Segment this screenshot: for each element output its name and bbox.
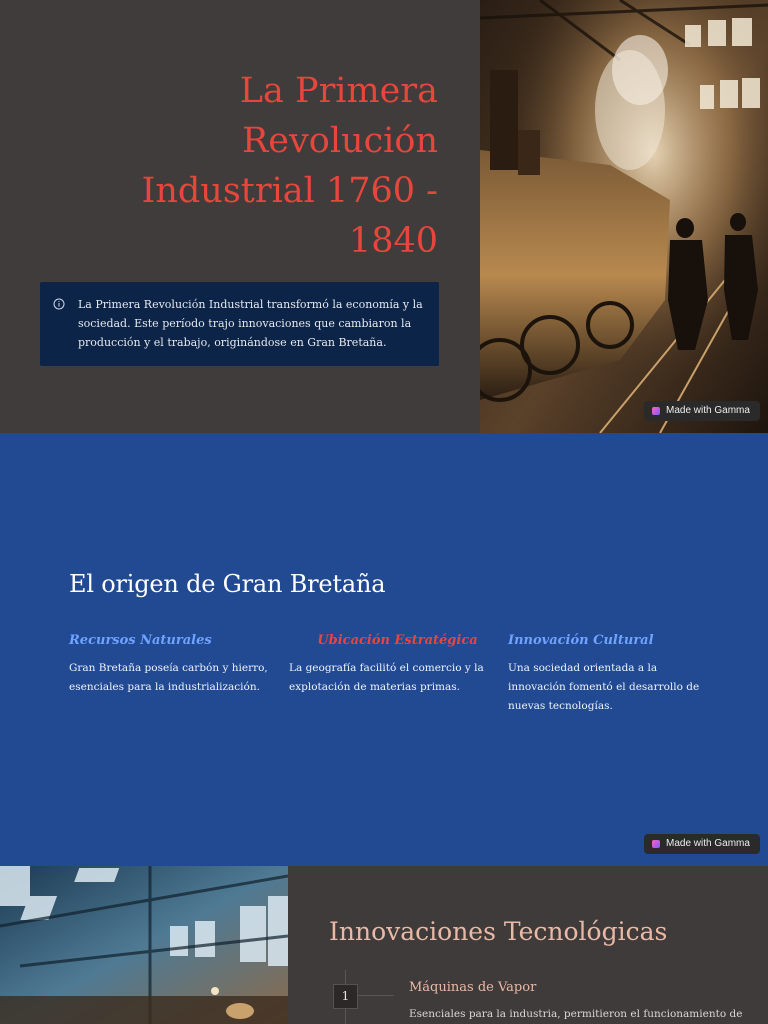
slide-innovations-heading: Innovaciones Tecnológicas (329, 917, 668, 946)
column-text: Una sociedad orientada a la innovación fomentó el desarrollo de nuevas tecnologías. (508, 662, 700, 712)
column-innovacion (508, 631, 713, 716)
column-text: Gran Bretaña poseía carbón y hierro, esenciales para la industrialización. (69, 662, 268, 693)
gamma-logo-icon (652, 840, 660, 848)
step-title: Máquinas de Vapor (409, 980, 537, 995)
badge-label: Made with Gamma (666, 838, 750, 849)
made-with-gamma-badge[interactable] (644, 401, 760, 421)
intro-callout-text: La Primera Revolución Industrial transformó la economía y la sociedad. Este período trajo innovaciones que cambiaron la producción y el trabajo, originándose en Gran Bretaña. (78, 298, 423, 349)
column-heading: Innovación Cultural (508, 633, 654, 648)
column-text: La geografía facilitó el comercio y la explotación de materias primas. (289, 662, 484, 693)
slide-origin (0, 433, 768, 866)
badge-label: Made with Gamma (666, 405, 750, 416)
slide-innovations (0, 866, 768, 1024)
column-heading: Recursos Naturales (69, 633, 212, 648)
gamma-logo-icon (652, 407, 660, 415)
steam-locomotive-photo (480, 0, 768, 433)
factory-interior-photo (0, 866, 288, 1024)
slide-title (0, 0, 768, 433)
info-icon (53, 298, 65, 310)
timeline-connector (358, 995, 394, 996)
column-ubicacion (289, 631, 494, 697)
slide-origin-heading: El origen de Gran Bretaña (69, 570, 386, 598)
slide-title-heading: La Primera Revolución Industrial 1760 - 1840 (141, 71, 438, 261)
step-description: Esenciales para la industria, permitieron el funcionamiento de (409, 1008, 743, 1020)
made-with-gamma-badge[interactable] (644, 834, 760, 854)
column-heading: Ubicación Estratégica (317, 633, 478, 648)
intro-callout (40, 282, 439, 366)
step-number: 1 (333, 984, 358, 1009)
column-recursos (69, 631, 274, 697)
